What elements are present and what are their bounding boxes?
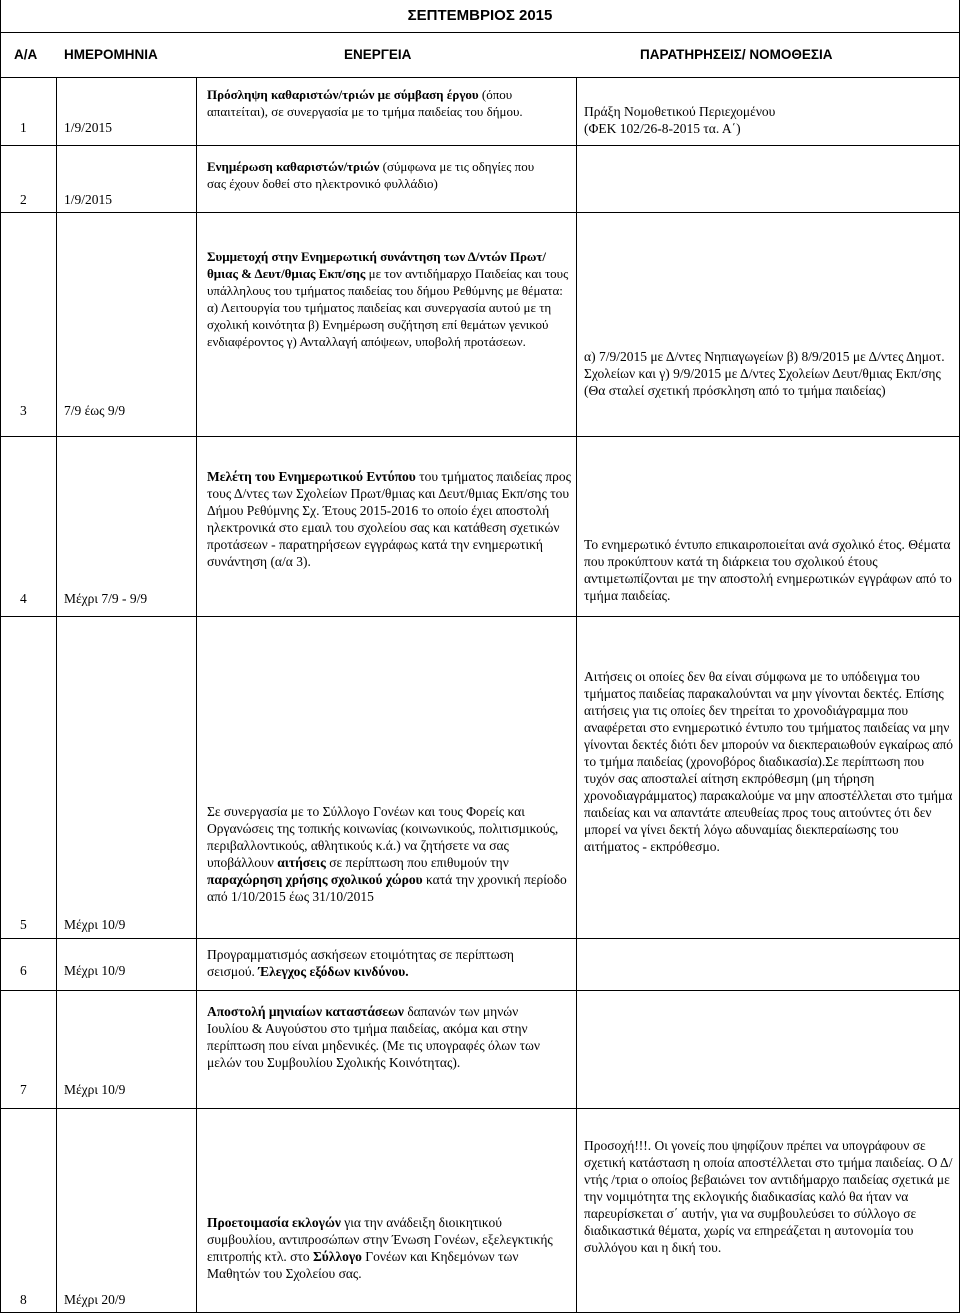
row-4-notes: Το ενημερωτικό έντυπο επικαιροποιείται ανά σχολικό έτος. Θέματα που προκύπτουν κατά τη διάρκεια του σχολικού έτους αντιμετωπίζονται με την αποστολή ενημερωτικών εγγράφων από το τμήμα παιδείας. [584, 537, 952, 603]
row-2-number: 2 [20, 192, 27, 207]
header-action: ΕΝΕΡΓΕΙΑ [344, 47, 412, 62]
row-1-date: 1/9/2015 [64, 120, 113, 135]
row-2-action-bold: Ενημέρωση καθαριστών/τριών [207, 159, 380, 174]
divider [0, 938, 960, 939]
row-7-action-bold: Αποστολή μηνιαίων καταστάσεων [207, 1004, 404, 1019]
header-notes: ΠΑΡΑΤΗΡΗΣΕΙΣ/ ΝΟΜΟΘΕΣΙΑ [640, 47, 833, 62]
row-5-action-bold: αιτήσεις [277, 855, 326, 870]
row-3-action [207, 248, 569, 350]
divider [196, 77, 197, 1313]
row-2-date: 1/9/2015 [64, 192, 113, 207]
row-7-action-text: δαπανών των μηνών Ιουλίου & Αυγούστου στο τμήμα παιδείας, ακόμα και στην περίπτωση που είναι μηδενικές. (Με τις υπογραφές όλων των μελών του Συμβουλίου Σχολικής Κοινότητας). [207, 1004, 541, 1070]
row-6-action [207, 946, 547, 980]
divider [0, 77, 960, 78]
row-2-action-text: (σύμφωνα με τις οδηγίες που σας έχουν δοθεί στο ηλεκτρονικό φυλλάδιο) [207, 159, 535, 191]
row-7-number: 7 [20, 1082, 27, 1097]
divider [0, 0, 1, 1313]
row-8-action-bold: Σύλλογο [312, 1249, 362, 1264]
row-4-number: 4 [20, 591, 27, 606]
row-5-action-text: Σε συνεργασία με το Σύλλογο Γονέων και τους Φορείς και Οργανώσεις της τοπικής κοινωνίας (κοινωνικούς, πολιτισμικούς, περιβαλλοντικούς, αθλητικούς κ.ά.) να ζητήσετε να σας υποβάλλουν [207, 804, 559, 870]
row-6-date: Μέχρι 10/9 [64, 963, 126, 978]
row-5-notes: Αιτήσεις οι οποίες δεν θα είναι σύμφωνα με το υπόδειγμα του τμήματος παιδείας παρακαλούνται να μην γίνονται δεκτές. Επίσης αιτήσεις για τις οποίες δεν τηρείται το χρονοδιάγραμμα που αναφέρεται στο ενημερωτικό έντυπο του τμήματος παιδείας να μην γίνονται δεκτές διότι δεν μπορούν να διεκπεραιωθούν εγκαίρως από το τμήμα παιδείας (χρονοβόρος διαδικασία).Σε περίπτωση που τυχόν σας αποσταλεί αίτηση εκπρόθεσμη (μη τήρηση χρονοδιαγράμματος) παρακαλούμε να μην αποστέλλεται στο τμήμα παιδείας και να απαντάτε απευθείας προς τους αιτούντες ότι δεν μπορεί να γίνει δεκτή λόγω αδυναμίας διεκπεραίωσης του αιτήματος - εκπρόθεσμο. [584, 669, 954, 854]
divider [0, 212, 960, 213]
header-aa: Α/Α [14, 47, 38, 62]
row-1-notes: Πράξη Νομοθετικού Περιεχομένου (ΦΕΚ 102/26-8-2015 τα. Α΄) [584, 104, 776, 136]
row-6-action-bold: Έλεγχος εξόδων κινδύνου. [258, 964, 409, 979]
row-1-action-bold: Πρόσληψη καθαριστών/τριών με σύμβαση έργου [207, 87, 479, 102]
row-3-date: 7/9 έως 9/9 [64, 403, 126, 418]
row-8-action-bold: Προετοιμασία εκλογών [207, 1215, 341, 1230]
page-title: ΣΕΠΤΕΜΒΡΙΟΣ 2015 [0, 0, 960, 33]
divider [56, 77, 57, 1313]
row-4-action-text: του τμήματος παιδείας προς τους Δ/ντες των Σχολείων Πρωτ/θμιας και Δευτ/θμιας Εκπ/σης του Δήμου Ρεθύμνης Σχ. Έτους 2015-2016 το οποίο έχει αποστολή ηλεκτρονικά στο εμαιλ του σχολείου σας και κατάθεση σχετικών προτάσεων - παρατηρήσεων εγγράφως κατά την ενημερωτική συνάντηση (α/α 3). [207, 469, 571, 569]
row-4-date: Μέχρι 7/9 - 9/9 [64, 591, 148, 606]
row-5-action-bold: παραχώρηση χρήσης σχολικού χώρου [207, 872, 423, 887]
row-8-action-text: για την ανάδειξη διοικητικού συμβουλίου, αντιπροσώπων στην Ένωση Γονέων, εξελεγκτικής επιτροπής κτλ. στο [207, 1215, 553, 1264]
divider [0, 145, 960, 146]
row-3-number: 3 [20, 403, 27, 418]
row-3-action-text: με τον αντιδήμαρχο Παιδείας και τους υπάλληλους του τμήματος παιδείας του δήμου Ρεθύμνης με θέματα: α) Λειτουργία του τμήματος παιδείας και συνεργασία αυτού με τη σχολική κοινότητα β) Ενημέρωση συζήτηση επί θεμάτων γενικού ενδιαφέροντος γ) Ανταλλαγή απόψεων, υποβολή προτάσεων. [207, 266, 569, 349]
row-3-action-bold: Συμμετοχή στην Ενημερωτική συνάντηση των Δ/ντών Πρωτ/θμιας & Δευτ/θμιας Εκπ/σης [207, 249, 547, 281]
divider [0, 990, 960, 991]
header-date: ΗΜΕΡΟΜΗΝΙΑ [64, 47, 158, 62]
row-5-date: Μέχρι 10/9 [64, 917, 126, 932]
row-7-action [207, 1003, 557, 1071]
row-5-action-text: κατά την χρονική περίοδο από 1/10/2015 έως 31/10/2015 [207, 872, 567, 904]
row-8-action [207, 1214, 557, 1282]
row-1-number: 1 [20, 120, 27, 135]
row-2-action [207, 158, 552, 192]
row-5-action [207, 803, 575, 905]
divider [0, 436, 960, 437]
divider [0, 616, 960, 617]
row-7-date: Μέχρι 10/9 [64, 1082, 126, 1097]
row-8-action-text: Γονέων και Κηδεμόνων των Μαθητών του Σχολείου σας. [207, 1249, 519, 1281]
row-6-number: 6 [20, 963, 27, 978]
row-8-notes: Προσοχή!!!. Οι γονείς που ψηφίζουν πρέπει να υπογράφουν σε σχετική κατάσταση η οποία αποστέλλεται στο τμήμα παιδείας. Ο Δ/ντής /τρια ο οποίος βεβαιώνει τον αντιδήμαρχο παιδείας σχετικά με την νομιμότητα της εκλογικής διαδικασίας καλό θα ήταν να παρευρίσκεται σ΄ αυτήν, για να συμβουλεύσει το σύλλογο σε διαδικαστικά θέματα, χωρίς να επηρεάζεται η αυτονομία του συλλόγου και η δική του. [584, 1138, 953, 1255]
row-3-notes: α) 7/9/2015 με Δ/ντες Νηπιαγωγείων β) 8/9/2015 με Δ/ντες Δημοτ. Σχολείων και γ) 9/9/2015 με Δ/ντες Σχολείων Δευτ/θμιας Εκπ/σης (Θα σταλεί σχετική πρόσκληση από το τμήμα παιδείας) [584, 349, 945, 398]
row-4-action [207, 468, 575, 570]
row-5-number: 5 [20, 917, 27, 932]
divider [576, 77, 577, 1313]
row-1-action-text: (όπου απαιτείται), σε συνεργασία με το τμήμα παιδείας του δήμου. [207, 87, 523, 119]
row-5-action-text: σε περίπτωση που επιθυμούν την [325, 855, 509, 870]
row-1-action [207, 86, 575, 120]
row-4-action-bold: Μελέτη του Ενημερωτικού Εντύπου [207, 469, 416, 484]
row-6-action-text: Προγραμματισμός ασκήσεων ετοιμότητας σε περίπτωση σεισμού. [207, 947, 514, 979]
divider [0, 1108, 960, 1109]
row-8-date: Μέχρι 20/9 [64, 1292, 126, 1307]
row-8-number: 8 [20, 1292, 27, 1307]
